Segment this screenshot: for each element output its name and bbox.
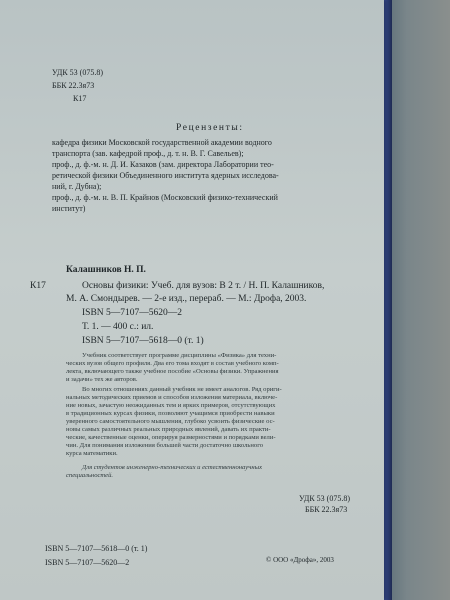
- annotation-line: ческих вузов общего профиля. Два его тома входят в состав учебного комп-: [66, 360, 279, 367]
- background-surface: [384, 0, 450, 600]
- copyright-line: © ООО «Дрофа», 2003: [266, 556, 334, 564]
- reviewer-line: ний, г. Дубна);: [52, 182, 102, 191]
- annotation-line: чин. Для понимания изложения большей части достаточно школьного: [66, 442, 264, 449]
- annotation-line: и задачи» тех же авторов.: [66, 376, 138, 383]
- reviewer-line: транспорта (зав. кафедрой проф., д. т. н. В. Г. Савельев);: [52, 149, 244, 158]
- bbk-code: ББК 22.3я73: [52, 81, 95, 90]
- annotation-line: уверенного самостоятельного мышления, глубоко усвоить физические ос-: [66, 418, 275, 425]
- annotation-line: ческие, качественные оценки, оперируя размерностями и порядками вели-: [66, 434, 276, 441]
- reviewer-line: институт): [52, 204, 86, 213]
- catalog-description-line: М. А. Смондырев. — 2-е изд., перераб. — М.: Дрофа, 2003.: [66, 294, 307, 304]
- bottom-bbk-code: ББК 22.3я73: [305, 505, 348, 514]
- annotation-audience-line: Для студентов инженерно-технических и естественнонаучных: [82, 464, 263, 471]
- catalog-volume: Т. 1. — 400 с.: ил.: [82, 322, 154, 332]
- annotation-line: новы самых различных реальных природных явлений, давать их практи-: [66, 426, 271, 433]
- udk-code: УДК 53 (075.8): [52, 68, 103, 77]
- annotation-line: ние новых, зачастую неожиданных тем и ярких примеров, отсутствующих: [66, 402, 276, 409]
- reviewer-line: ретической физики Объединенного института ядерных исследова-: [52, 171, 279, 180]
- catalog-isbn-volume: ISBN 5—7107—5618—0 (т. 1): [82, 336, 204, 346]
- reviewer-line: проф., д. ф.-м. н. Д. И. Казаков (зам. директора Лаборатории тео-: [52, 160, 274, 169]
- catalog-code: К17: [30, 281, 46, 291]
- bottom-udk-code: УДК 53 (075.8): [299, 494, 350, 503]
- footer-isbn: ISBN 5—7107—5620—2: [45, 558, 130, 567]
- annotation-line: курса математики.: [66, 450, 118, 457]
- annotation-line: Учебник соответствует программе дисциплины «Физика» для техни-: [82, 352, 277, 359]
- footer-isbn-volume: ISBN 5—7107—5618—0 (т. 1): [45, 544, 148, 553]
- reviewer-line: кафедра физики Московской государственной академии водного: [52, 138, 272, 147]
- annotation-line: Во многих отношениях данный учебник не имеет аналогов. Ряд ориги-: [82, 386, 282, 393]
- reviewer-line: проф., д. ф.-м. н. В. П. Крайнов (Московский физико-технический: [52, 193, 278, 202]
- annotation-audience-line: специальностей.: [66, 472, 114, 479]
- annotation-line: лекта, включающего также учебное пособие «Основы физики. Упражнения: [66, 368, 279, 375]
- catalog-author: Калашников Н. П.: [66, 265, 146, 275]
- catalog-description-line: Основы физики: Учеб. для вузов: В 2 т. / Н. П. Калашников,: [82, 281, 325, 291]
- catalog-isbn: ISBN 5—7107—5620—2: [82, 308, 183, 318]
- author-code: К17: [73, 94, 87, 103]
- annotation-line: в традиционных курсах физики, позволяют учащимся приобрести навыки: [66, 410, 275, 417]
- reviewers-title: Рецензенты:: [176, 123, 244, 133]
- annotation-line: нальных методических приемов и способов изложения материала, включе-: [66, 394, 278, 401]
